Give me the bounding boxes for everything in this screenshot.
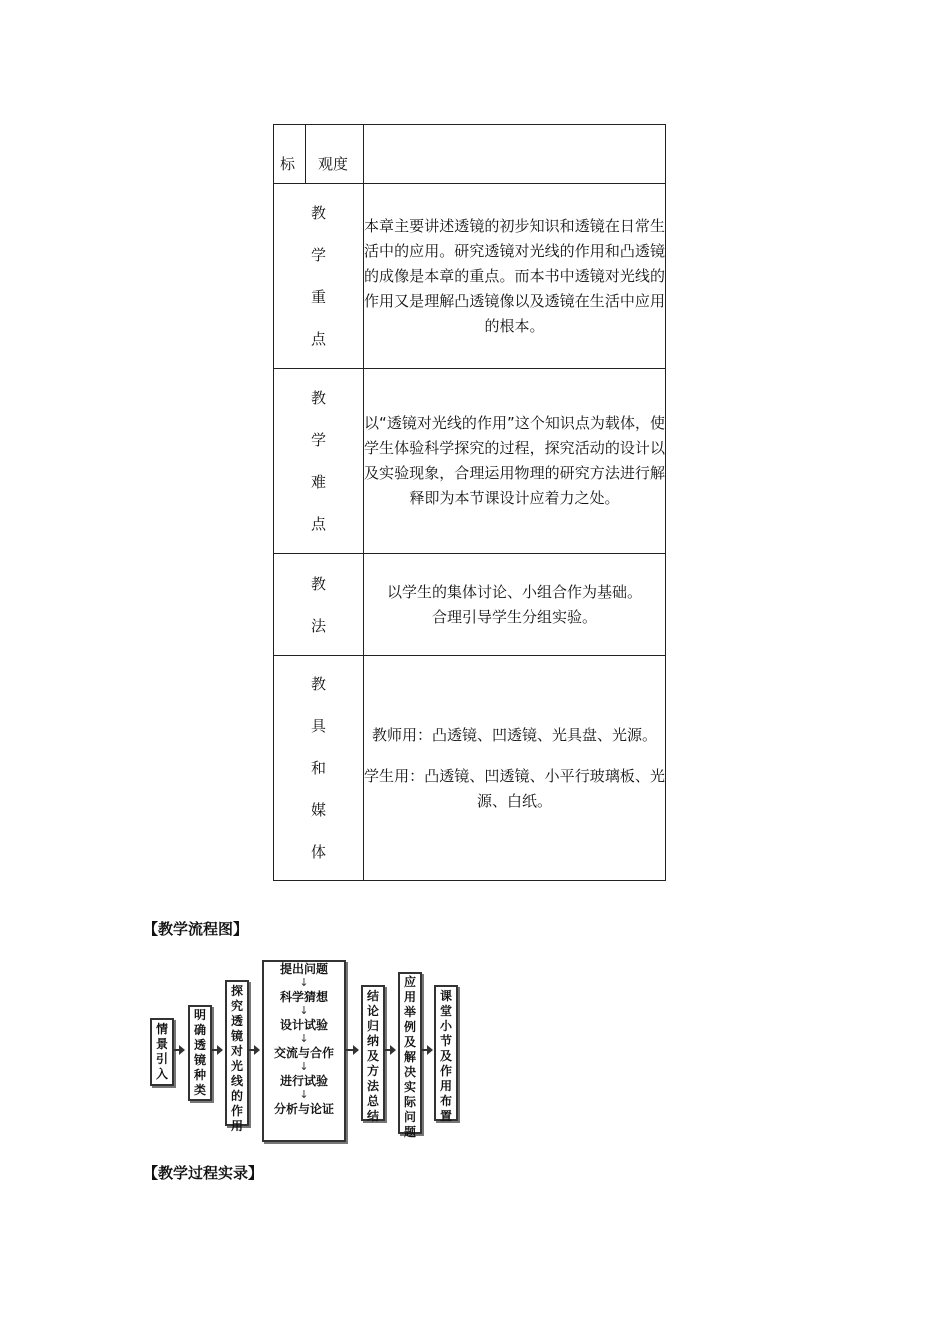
process-heading: 【教学过程实录】 — [143, 1164, 264, 1182]
method-text-1: 以学生的集体讨论、小组合作为基础。 — [386, 582, 642, 601]
down-arrow-icon: ↓ — [299, 1032, 309, 1045]
flowchart-heading: 【教学流程图】 — [143, 920, 249, 938]
header-col2: 观度 — [318, 155, 349, 173]
flow-arrow — [211, 1049, 221, 1051]
table-row-difficulties — [274, 369, 666, 554]
table-row-key-points — [274, 184, 666, 369]
table-header-row — [274, 125, 666, 184]
flow-arrow — [384, 1049, 394, 1051]
row-label-method: 教 法 — [274, 554, 364, 656]
down-arrow-icon: ↓ — [299, 976, 309, 989]
method-text-2: 合理引导学生分组实验。 — [431, 607, 597, 626]
row-content-difficulties — [364, 369, 666, 554]
row-label-difficulties: 教 学 难 点 — [274, 369, 364, 554]
table-row-method — [274, 554, 666, 656]
down-arrow-icon: ↓ — [299, 1004, 309, 1017]
down-arrow-icon: ↓ — [299, 1060, 309, 1073]
flow-box-summary: 课堂小节及作用布置 — [434, 985, 458, 1121]
teacher-tools-text: 教师用：凸透镜、凹透镜、光具盘、光源。 — [371, 725, 657, 744]
inquiry-steps-list: 提出问题 ↓ 科学猜想 ↓ 设计试验 ↓ 交流与合作 ↓ 进行试验 ↓ 分析与论证 — [266, 962, 342, 1116]
flow-arrow — [248, 1049, 258, 1051]
row-label-media: 教 具 和 媒 体 — [274, 656, 364, 881]
table-row-media — [274, 656, 666, 881]
key-points-text: 本章主要讲述透镜的初步知识和透镜在日常生活中的应用。研究透镜对光线的作用和凸透镜的成像是本章的重点。而本书中透镜对光线的作用又是理解凸透镜像以及透镜在生活中应用的根本。 — [364, 216, 665, 335]
row-label-key-points: 教 学 重 点 — [274, 184, 364, 369]
flow-arrow — [421, 1049, 431, 1051]
lesson-table — [273, 124, 666, 881]
row-content-key-points — [364, 184, 666, 369]
flow-box-conclusion: 结论归纳及方法总结 — [361, 985, 385, 1121]
header-divider — [305, 125, 306, 183]
flow-arrow — [345, 1049, 357, 1051]
student-tools-text: 学生用：凸透镜、凹透镜、小平行玻璃板、光源、白纸。 — [364, 766, 665, 810]
row-content-method — [364, 554, 666, 656]
flow-box-application: 应用举例及解决实际问题 — [398, 972, 422, 1134]
flow-box-explore: 探究透镜对光线的作用 — [225, 980, 249, 1126]
header-content-cell — [364, 125, 666, 184]
header-label-cell — [274, 125, 364, 184]
down-arrow-icon: ↓ — [299, 1088, 309, 1101]
flow-box-lens-types: 明确透镜种类 — [188, 1005, 212, 1101]
flow-box-intro: 情景引入 — [150, 1018, 174, 1086]
row-content-media — [364, 656, 666, 881]
difficulties-text: 以“透镜对光线的作用”这个知识点为载体，使学生体验科学探究的过程，探究活动的设计以及实验现象，合理运用物理的研究方法进行解释即为本节课设计应着力之处。 — [364, 414, 665, 507]
flow-arrow — [173, 1049, 183, 1051]
header-col1: 标 — [280, 155, 296, 173]
